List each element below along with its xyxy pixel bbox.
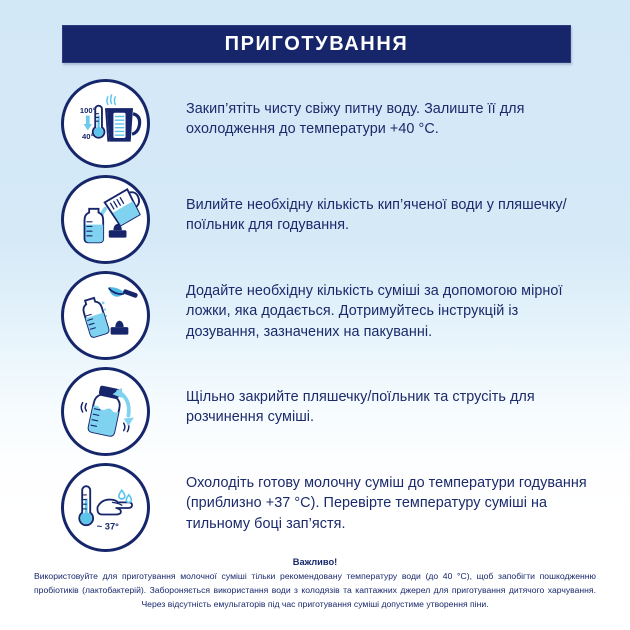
footer-title: Важливо!	[292, 557, 338, 567]
step-2-text: Вилийте необхідну кількість кип’яченої води у пляшечку/поїльник для годування.	[186, 197, 567, 234]
step-item	[0, 78, 630, 174]
step-2-icon-wrap	[61, 175, 150, 264]
step-3-text: Додайте необхідну кількість суміші за допомогою мірної ложки, яка додається. Дотримуйтесь інструкцій із дозування, зазначених на пакуванні.	[186, 283, 563, 340]
footer	[0, 556, 630, 612]
step-item	[0, 462, 630, 558]
page-title: ПРИГОТУВАННЯ	[224, 33, 409, 55]
step-item	[0, 366, 630, 462]
header-banner	[62, 25, 571, 63]
steps-list	[0, 78, 630, 558]
step-item	[0, 174, 630, 270]
icon-label-from: 100°	[79, 105, 96, 115]
step-1-icon-wrap	[61, 79, 150, 168]
step-3-icon-wrap	[61, 271, 150, 360]
wrist-temperature-check-icon	[61, 463, 150, 552]
kettle-thermometer-icon	[61, 79, 150, 168]
pour-water-into-bottle-icon	[61, 175, 150, 264]
shake-bottle-icon	[61, 367, 150, 456]
step-4-icon-wrap	[61, 367, 150, 456]
step-5-icon-wrap	[61, 463, 150, 552]
step-5-text: Охолодіть готову молочну суміш до температури годування (приблизно +37 °C). Перевірте температуру суміші на тильному боці зап’ястя.	[186, 475, 587, 532]
step-1-text: Закип’ятіть чисту свіжу питну воду. Залиште її для охолодження до температури +40 °C.	[186, 101, 525, 138]
icon-label-temperature: ~ 37°	[96, 521, 119, 532]
icon-label-to: 40°	[82, 131, 94, 141]
footer-body: Використовуйте для приготування молочної суміші тільки рекомендовану температуру води (до 40 °C), щоб запобігти пошкодженню пробіотиків (лактобактерій). Забороняється використання води з колодязів та каптажних джерел для приготування дитячого харчування. Через відсутність емульгаторів під час приготування суміші допустиме утворення піни.	[34, 571, 596, 609]
step-item	[0, 270, 630, 366]
step-4-text: Щільно закрийте пляшечку/поїльник та струсіть для розчинення суміші.	[186, 389, 535, 426]
measuring-scoop-powder-icon	[61, 271, 150, 360]
